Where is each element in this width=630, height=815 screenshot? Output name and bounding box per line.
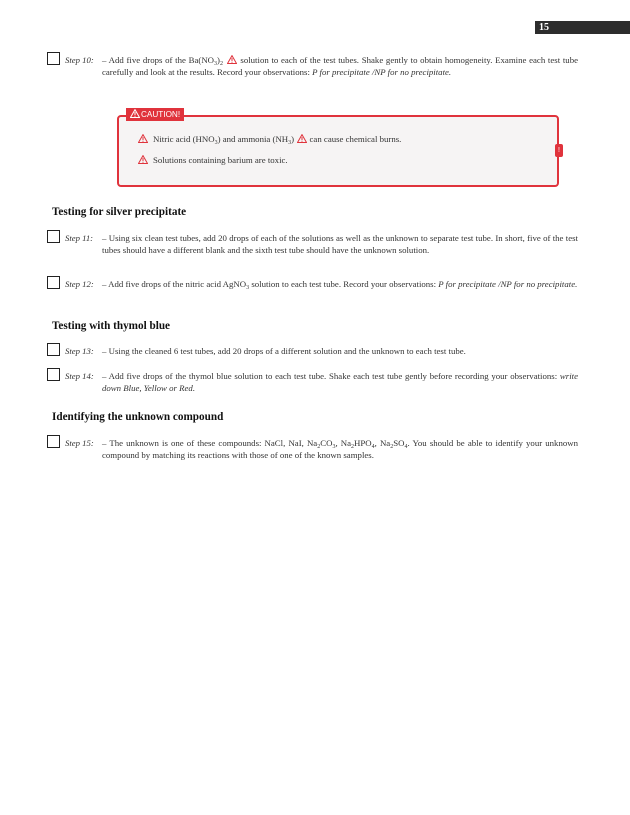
step-11-label: Step 11: — [65, 233, 94, 243]
caution-side-mark: ! — [555, 144, 563, 157]
step-12-text: – Add five drops of the nitric acid AgNO$_3$ solution to each test tube. Record your observations: P for precipitate /NP for no precipitate. — [102, 279, 578, 291]
step-12-label: Step 12: — [65, 279, 94, 289]
heading-silver-precipitate: Testing for silver precipitate — [52, 206, 187, 218]
step-14-checkbox[interactable] — [47, 368, 60, 381]
step-14-label: Step 14: — [65, 371, 94, 381]
caution-box — [117, 115, 559, 187]
warning-icon — [130, 109, 140, 118]
step-15-text: – The unknown is one of these compounds: NaCl, NaI, $Na_2CO_3$, $Na_2HPO_4$, $Na_2SO_4$. You should be able to identify your unknown compound by matching its reactions with those of one of the known samples. — [102, 438, 579, 460]
step-13-label: Step 13: — [65, 346, 94, 356]
step-11-text: – Using six clean test tubes, add 20 drops of each of the solutions as well as the unknown to separate test tube. In short, five of the test tubes should have a different blank and the sixth test tube should have the unknown solution. — [102, 233, 578, 255]
step-12-checkbox[interactable] — [47, 276, 60, 289]
heading-identifying-unknown: Identifying the unknown compound — [52, 411, 224, 423]
step-13-text: – Using the cleaned 6 test tubes, add 20 drops of a different solution and the unknown to each test tube. — [102, 346, 466, 356]
step-11-checkbox[interactable] — [47, 230, 60, 243]
caution-line-2: Solutions containing barium are toxic. — [137, 155, 288, 165]
step-15-label: Step 15: — [65, 438, 94, 448]
warning-icon — [227, 55, 237, 64]
heading-thymol-blue: Testing with thymol blue — [52, 320, 171, 332]
caution-line-1: Nitric acid $(HNO_3)$ and ammonia $(NH_3)$ can cause chemical burns. — [137, 134, 401, 144]
step-13-checkbox[interactable] — [47, 343, 60, 356]
caution-title: CAUTION! — [141, 110, 181, 119]
page-number: 15 — [535, 21, 630, 34]
caution-tag — [126, 108, 184, 121]
warning-icon — [138, 155, 148, 164]
step-10-text: – Add five drops of the $Ba(NO_3)_2$ solution to each of the test tubes. Shake gently to obtain homogeneity. Examine each test tube carefully and look at the results. Record your observations: P for precipitate /NP for no precipitate. — [102, 55, 579, 77]
step-10-label: Step 10: — [65, 55, 94, 65]
step-14-text: – Add five drops of the thymol blue solution to each test tube. Shake each test tube gently before recording your observations: write down Blue, Yellow or Red. — [102, 371, 578, 393]
step-10-checkbox[interactable] — [47, 52, 60, 65]
step-15-checkbox[interactable] — [47, 435, 60, 448]
warning-icon — [138, 134, 148, 143]
warning-icon — [297, 134, 307, 143]
